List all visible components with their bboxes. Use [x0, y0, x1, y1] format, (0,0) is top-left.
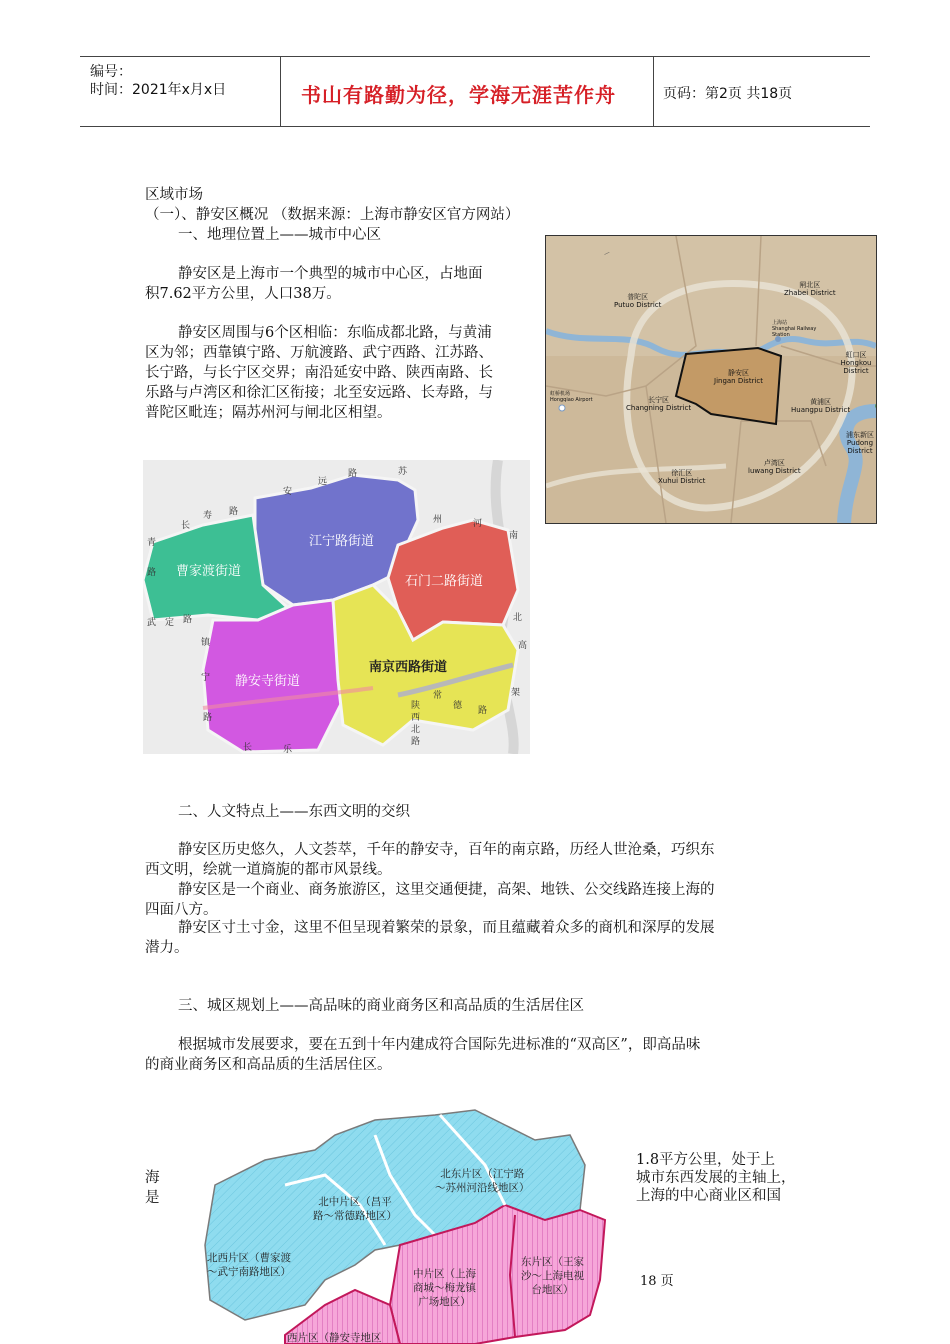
paragraph-borders-line: 静安区周围与6个区相临：东临成都北路，与黄浦: [178, 325, 492, 341]
road-char: 长: [243, 743, 253, 753]
zone-label-line: ～武宁南路地区）: [207, 1266, 291, 1278]
page-footer: 18 页: [640, 1274, 674, 1289]
road-char: 北: [411, 725, 421, 735]
district-label: [626, 396, 691, 412]
district-label-jingan: [714, 369, 763, 385]
zone-label-line: 台地区）: [531, 1284, 574, 1296]
zone-label: [313, 1195, 397, 1223]
road-char: 南: [509, 531, 519, 541]
zone-label-line: 商城～梅龙镇: [413, 1282, 476, 1294]
district-label: [844, 431, 876, 455]
map1-corner-road-label: —: [602, 249, 612, 258]
station-cn: 上海站: [772, 320, 788, 326]
district-en: Xuhui District: [658, 477, 706, 485]
planning-map-svg: [185, 1105, 630, 1344]
road-char: 西: [411, 713, 421, 723]
district-en: luwang District: [748, 467, 801, 475]
road-char: 陕: [411, 701, 421, 711]
street-label: 石门二路街道: [405, 574, 484, 589]
road-char: 路: [478, 706, 488, 716]
road-char: 定: [165, 618, 175, 628]
paragraph-potential-line: 静安区寸土寸金，这里不但呈现着繁荣的景象，而且蕴藏着众多的商机和深厚的发展: [178, 920, 715, 936]
header-meta: [80, 57, 281, 126]
street-label: 静安寺街道: [235, 674, 301, 689]
road-char: 州: [433, 515, 443, 525]
district-en: Zhabei District: [784, 289, 836, 297]
text-fragment: 是: [145, 1190, 160, 1206]
road-char: 乐: [283, 745, 293, 754]
shanghai-district-map: [545, 235, 877, 524]
road-char: 武: [147, 618, 157, 628]
jingan-street-map: [143, 460, 530, 754]
road-char: 苏: [398, 467, 408, 477]
district-cn: 黄浦区: [810, 398, 832, 406]
road-char: 高: [518, 641, 528, 651]
section-title: 区域市场: [145, 187, 203, 203]
airport-cn: 虹桥机场: [550, 391, 571, 397]
road-char: 安: [283, 487, 293, 497]
zone-label: [521, 1255, 584, 1297]
header-page-cell: [655, 57, 870, 126]
district-en: Pudong District: [846, 439, 874, 455]
paragraph-borders-line: 长宁路，与长宁区交界；南沿延安中路、陕西南路、长: [145, 365, 493, 381]
text-fragment-right: 上海的中心商业区和国: [636, 1188, 781, 1204]
zone-label: [207, 1251, 291, 1279]
paragraph-area-line1: 静安区是上海市一个典型的城市中心区，占地面: [178, 266, 483, 282]
page-info: 页码：第2页 共18页: [663, 86, 793, 102]
district-cn: 虹口区: [845, 351, 867, 359]
road-char: 路: [411, 737, 421, 747]
road-char: 路: [183, 615, 193, 625]
paragraph-planning-line: 的商业商务区和高品质的生活居住区。: [145, 1057, 392, 1073]
motto: 书山有路勤为径，学海无涯苦作舟: [301, 83, 616, 107]
road-char: 常: [433, 691, 443, 701]
district-cn: 静安区: [727, 369, 749, 377]
road-char: 路: [348, 469, 358, 479]
airport-en: Hongqiao Airport: [550, 397, 593, 403]
zone-label: 西片区（静安寺地区: [287, 1332, 382, 1344]
road-char: 宁: [201, 673, 211, 683]
text-fragment-right: 城市东西发展的主轴上，: [636, 1170, 796, 1186]
station-label: [772, 320, 822, 338]
road-char: 远: [318, 477, 328, 487]
paragraph-culture-line: 静安区历史悠久，人文荟萃，千年的静安寺，百年的南京路，历经人世沧桑，巧织东: [178, 842, 715, 858]
airport-label: [550, 391, 593, 403]
street-label: 江宁路街道: [309, 534, 375, 549]
district-cn: 长宁区: [648, 396, 670, 404]
street-label: 曹家渡街道: [176, 564, 242, 579]
text-fragment: 海: [145, 1170, 160, 1186]
road-char: 架: [511, 688, 521, 698]
district-cn: 浦东新区: [846, 431, 874, 439]
district-en: Huangpu District: [791, 406, 851, 414]
district-label: [658, 469, 705, 485]
road-char: 路: [147, 568, 157, 578]
district-map-svg: [546, 236, 876, 523]
zone-label-line: 广场地区）: [418, 1296, 471, 1308]
zone-label-line: 沙～上海电视: [521, 1270, 584, 1282]
paragraph-borders-line: 区为邻；西靠镇宁路、万航渡路、武宁西路、江苏路、: [145, 345, 493, 361]
district-cn: 徐汇区: [671, 469, 693, 477]
zone-label-line: 北西片区（曹家渡: [207, 1252, 291, 1264]
district-label: [748, 459, 801, 475]
number-label: 编号：: [90, 64, 132, 80]
district-en: Jingan District: [714, 377, 763, 385]
road-char: 北: [513, 613, 523, 623]
subsection-title: （一）、静安区概况 （数据来源：上海市静安区官方网站）: [145, 207, 520, 223]
zone-label-line: 中片区（上海: [413, 1268, 476, 1280]
road-char: 长: [181, 521, 191, 531]
paragraph-business-line: 四面八方。: [145, 902, 218, 918]
district-label: [784, 281, 836, 297]
district-cn: 普陀区: [627, 293, 649, 301]
paragraph-business-line: 静安区是一个商业、商务旅游区，这里交通便捷，高架、地铁、公交线路连接上海的: [178, 882, 715, 898]
district-en: Putuo District: [614, 301, 662, 309]
zone-label: [413, 1267, 476, 1309]
road-char: 路: [203, 713, 213, 723]
time-label: 时间：2021年x月x日: [90, 82, 227, 98]
road-char: 德: [453, 701, 463, 711]
paragraph-area-line2: 积7.62平方公里，人口38万。: [145, 286, 341, 302]
paragraph-planning-line: 根据城市发展要求，要在五到十年内建成符合国际先进标准的“双高区”，即高品味: [178, 1037, 701, 1053]
text-fragment-right: 1.8平方公里，处于上: [636, 1152, 776, 1168]
paragraph-potential-line: 潜力。: [145, 940, 189, 956]
zone-label: [435, 1167, 530, 1195]
zone-label-line: ～苏州河沿线地区）: [435, 1182, 530, 1194]
heading-culture: 二、人文特点上——东西文明的交织: [178, 804, 410, 820]
heading-planning: 三、城区规划上——高品味的商业商务区和高品质的生活居住区: [178, 998, 584, 1014]
road-char: 路: [229, 507, 239, 517]
district-label: [836, 351, 876, 375]
zone-label-line: 北东片区（江宁路: [440, 1168, 525, 1180]
district-en: Changning District: [626, 404, 692, 412]
district-cn: 闸北区: [799, 281, 821, 289]
page-header: [80, 56, 870, 127]
district-label: [791, 398, 850, 414]
paragraph-culture-line: 西文明，绘就一道旖旎的都市风景线。: [145, 862, 392, 878]
district-en: Hongkou District: [840, 359, 872, 375]
planning-zone-map: [185, 1105, 630, 1344]
heading-geography: 一、地理位置上——城市中心区: [178, 227, 381, 243]
road-char: 河: [473, 519, 483, 529]
district-cn: 卢湾区: [763, 459, 785, 467]
street-label: 南京西路街道: [369, 660, 448, 675]
zone-label-line: 北中片区（昌平: [318, 1196, 392, 1208]
street-map-svg: [143, 460, 530, 754]
road-char: 寿: [203, 511, 213, 521]
station-en: Shanghai Railway Station: [772, 326, 817, 338]
paragraph-borders-line: 乐路与卢湾区和徐汇区衔接；北至安远路、长寿路，与: [145, 385, 493, 401]
zone-label-line: 路～常德路地区）: [313, 1210, 397, 1222]
header-motto-cell: [281, 57, 654, 126]
zone-label-line: 东片区（王家: [521, 1256, 584, 1268]
road-char: 镇: [201, 638, 211, 648]
road-char: 青: [147, 538, 157, 548]
district-label: [614, 293, 661, 309]
paragraph-borders-line: 普陀区毗连；隔苏州河与闸北区相望。: [145, 405, 392, 421]
